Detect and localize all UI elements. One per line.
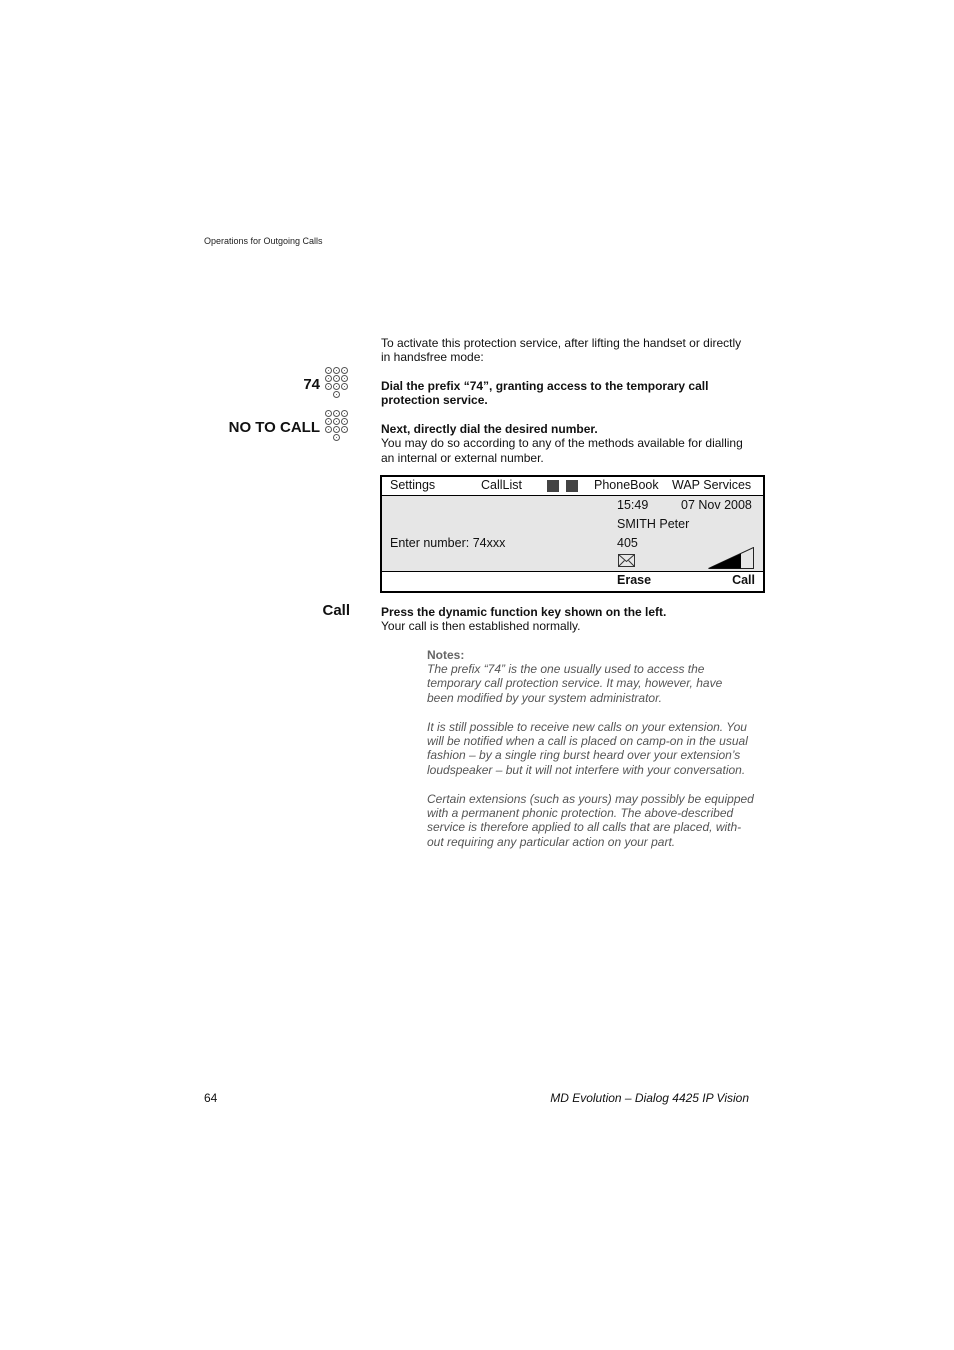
- notes-line: Certain extensions (such as yours) may possibly be equipped: [427, 791, 754, 806]
- keypad-icon: [325, 410, 349, 442]
- notes-line: The prefix “74” is the one usually used to access the: [427, 662, 705, 676]
- menu-settings[interactable]: Settings: [390, 478, 436, 492]
- step-call-title: Press the dynamic function key shown on the left.: [381, 605, 667, 619]
- display-softkey-bar: [382, 571, 763, 591]
- notes-paragraph-2: [427, 720, 757, 778]
- display-menu-bar: [382, 477, 763, 496]
- phone-display: [380, 475, 765, 593]
- entry-prompt: Enter number:: [390, 536, 473, 550]
- menu-wap-services[interactable]: WAP Services: [672, 478, 752, 492]
- notes-line: been modified by your system administrator.: [427, 690, 662, 705]
- step-number-line-2: an internal or external number.: [381, 450, 544, 465]
- notes-title: Notes:: [427, 648, 465, 662]
- signal-strength-icon: [708, 547, 754, 569]
- step-number-line-1: You may do so according to any of the methods available for dialling: [381, 436, 743, 451]
- display-user-name: SMITH Peter: [617, 517, 690, 531]
- intro-line-2: in handsfree mode:: [381, 350, 484, 365]
- page-number: 64: [204, 1091, 218, 1105]
- step-74-instruction: [381, 379, 761, 408]
- softkey-erase[interactable]: Erase: [617, 573, 652, 587]
- entered-number: 74xxx: [472, 536, 506, 550]
- menu-block-icon: [566, 480, 578, 492]
- menu-block-icon: [547, 480, 559, 492]
- notes-line: with a permanent phonic protection. The above-described: [427, 806, 734, 821]
- step-74-line-1: Dial the prefix “74”, granting access to the temporary call: [381, 379, 709, 393]
- notes-block: [427, 648, 757, 849]
- keypad-icon: [325, 367, 349, 399]
- menu-phonebook[interactable]: PhoneBook: [594, 478, 659, 492]
- notes-line: will be notified when a call is placed on camp-on in the usual: [427, 734, 748, 749]
- intro-line-1: To activate this protection service, after lifting the handset or directly: [381, 336, 742, 350]
- step-call-text: Your call is then established normally.: [381, 619, 581, 634]
- step-number-instruction: [381, 422, 761, 465]
- step-call-instruction: [381, 605, 761, 634]
- step-74-label: 74: [303, 376, 320, 393]
- step-call-label: Call: [322, 602, 350, 619]
- notes-line: loudspeaker – but it will not interfere with your conversation.: [427, 762, 746, 777]
- display-extension: 405: [617, 536, 638, 550]
- running-header: Operations for Outgoing Calls: [204, 236, 323, 246]
- number-entry[interactable]: [390, 536, 505, 550]
- notes-line: temporary call protection service. It may, however, have: [427, 676, 723, 691]
- step-number-label: NO TO CALL: [228, 419, 320, 436]
- notes-line: It is still possible to receive new calls on your extension. You: [427, 719, 747, 734]
- softkey-call[interactable]: Call: [732, 573, 755, 587]
- step-number-title: Next, directly dial the desired number.: [381, 422, 598, 436]
- notes-line: service is therefore applied to all calls that are placed, with-: [427, 820, 742, 835]
- notes-line: out requiring any particular action on your part.: [427, 834, 676, 849]
- menu-calllist[interactable]: CallList: [481, 478, 522, 492]
- document-title: MD Evolution – Dialog 4425 IP Vision: [550, 1091, 749, 1105]
- envelope-icon: [618, 554, 635, 567]
- notes-paragraph-1: [427, 662, 757, 705]
- display-time: 15:49: [617, 498, 649, 512]
- intro-paragraph: [381, 336, 761, 365]
- step-74-line-2: protection service.: [381, 393, 488, 408]
- notes-line: fashion – by a single ring burst heard over your extension’s: [427, 748, 741, 763]
- display-date: 07 Nov 2008: [681, 498, 752, 512]
- notes-paragraph-3: [427, 792, 757, 850]
